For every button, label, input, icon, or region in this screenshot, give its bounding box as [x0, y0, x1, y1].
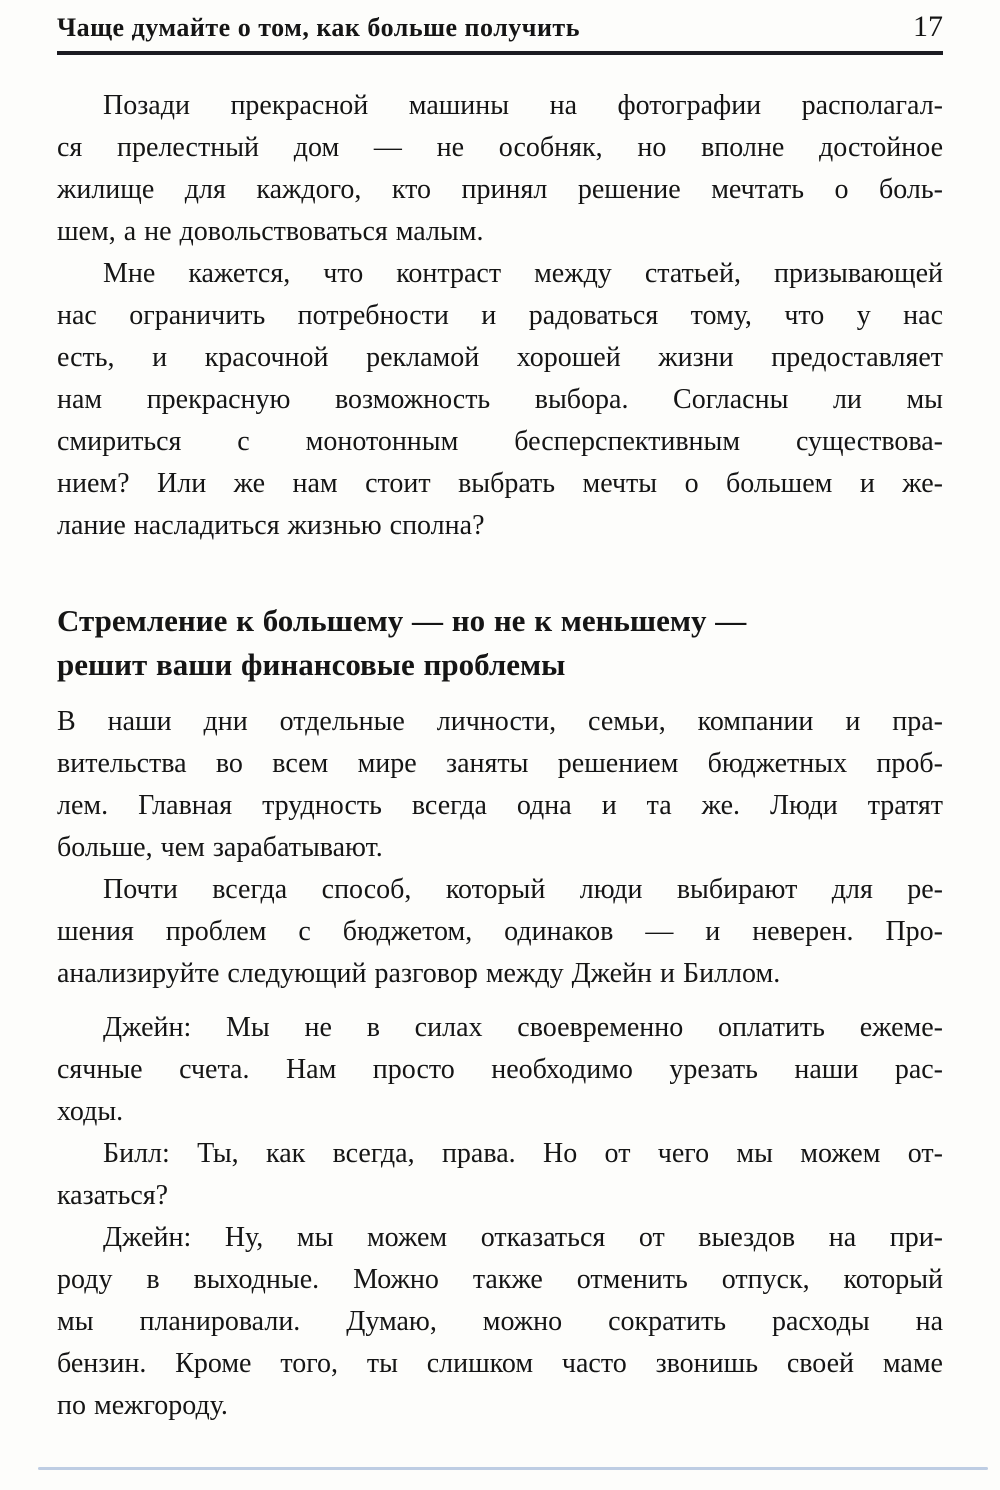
- text-line: бензин. Кроме того, ты слишком часто звонишь своей маме: [57, 1348, 943, 1379]
- text-line: шения проблем с бюджетом, одинаков — и неверен. Про-: [57, 916, 943, 947]
- text-line: анализируйте следующий разговор между Джейн и Биллом.: [57, 958, 781, 989]
- page-number: 17: [913, 10, 943, 43]
- text-line: роду в выходные. Можно также отменить отпуск, который: [57, 1264, 943, 1295]
- text-line: есть, и красочной рекламой хорошей жизни предоставляет: [57, 342, 943, 373]
- text-line: ходы.: [57, 1096, 124, 1127]
- section-heading: [57, 599, 943, 687]
- text-line: сячные счета. Нам просто необходимо урезать наши рас-: [57, 1054, 943, 1085]
- text-line: ся прелестный дом — не особняк, но вполне достойное: [57, 132, 943, 163]
- text-line: В наши дни отдельные личности, семьи, компании и пра-: [57, 706, 943, 737]
- page-body: [57, 85, 943, 1427]
- text-line: Джейн: Мы не в силах своевременно оплатить ежеме-: [103, 1012, 943, 1043]
- paragraph: [57, 1217, 943, 1427]
- paragraph: [57, 869, 943, 995]
- text-line: решит ваши финансовые проблемы: [57, 647, 566, 682]
- text-line: нам прекрасную возможность выбора. Согласны ли мы: [57, 384, 943, 415]
- text-line: мы планировали. Думаю, можно сократить расходы на: [57, 1306, 943, 1337]
- text-line: Позади прекрасной машины на фотографии располагал-: [103, 90, 943, 121]
- paragraph: [57, 1007, 943, 1133]
- page-header: [57, 0, 943, 44]
- text-line: нием? Или же нам стоит выбрать мечты о большем и же-: [57, 468, 943, 499]
- text-line: смириться с монотонным бесперспективным существова-: [57, 426, 943, 457]
- text-line: казаться?: [57, 1180, 169, 1211]
- paragraph: [57, 1133, 943, 1217]
- text-line: лем. Главная трудность всегда одна и та же. Люди тратят: [57, 790, 943, 821]
- text-line: Стремление к большему — но не к меньшему —: [57, 603, 747, 638]
- text-line: вительства во всем мире заняты решением бюджетных проб-: [57, 748, 943, 779]
- header-rule: [57, 51, 943, 55]
- text-line: Билл: Ты, как всегда, права. Но от чего мы можем от-: [103, 1138, 943, 1169]
- text-line: Почти всегда способ, который люди выбирают для ре-: [103, 874, 943, 905]
- paragraph: [57, 85, 943, 253]
- text-line: жилище для каждого, кто принял решение мечтать о боль-: [57, 174, 943, 205]
- text-line: больше, чем зарабатывают.: [57, 832, 383, 863]
- text-line: лание насладиться жизнью сполна?: [57, 510, 485, 541]
- paragraph: [57, 701, 943, 869]
- text-line: нас ограничить потребности и радоваться тому, что у нас: [57, 300, 943, 331]
- text-line: шем, а не довольствоваться малым.: [57, 216, 484, 247]
- running-header-title: Чаще думайте о том, как больше получить: [57, 13, 580, 42]
- text-line: по межгороду.: [57, 1390, 228, 1421]
- text-line: Мне кажется, что контраст между статьей, призывающей: [103, 258, 943, 289]
- paragraph: [57, 253, 943, 547]
- text-line: Джейн: Ну, мы можем отказаться от выездов на при-: [103, 1222, 943, 1253]
- scan-artifact-line: [38, 1467, 988, 1470]
